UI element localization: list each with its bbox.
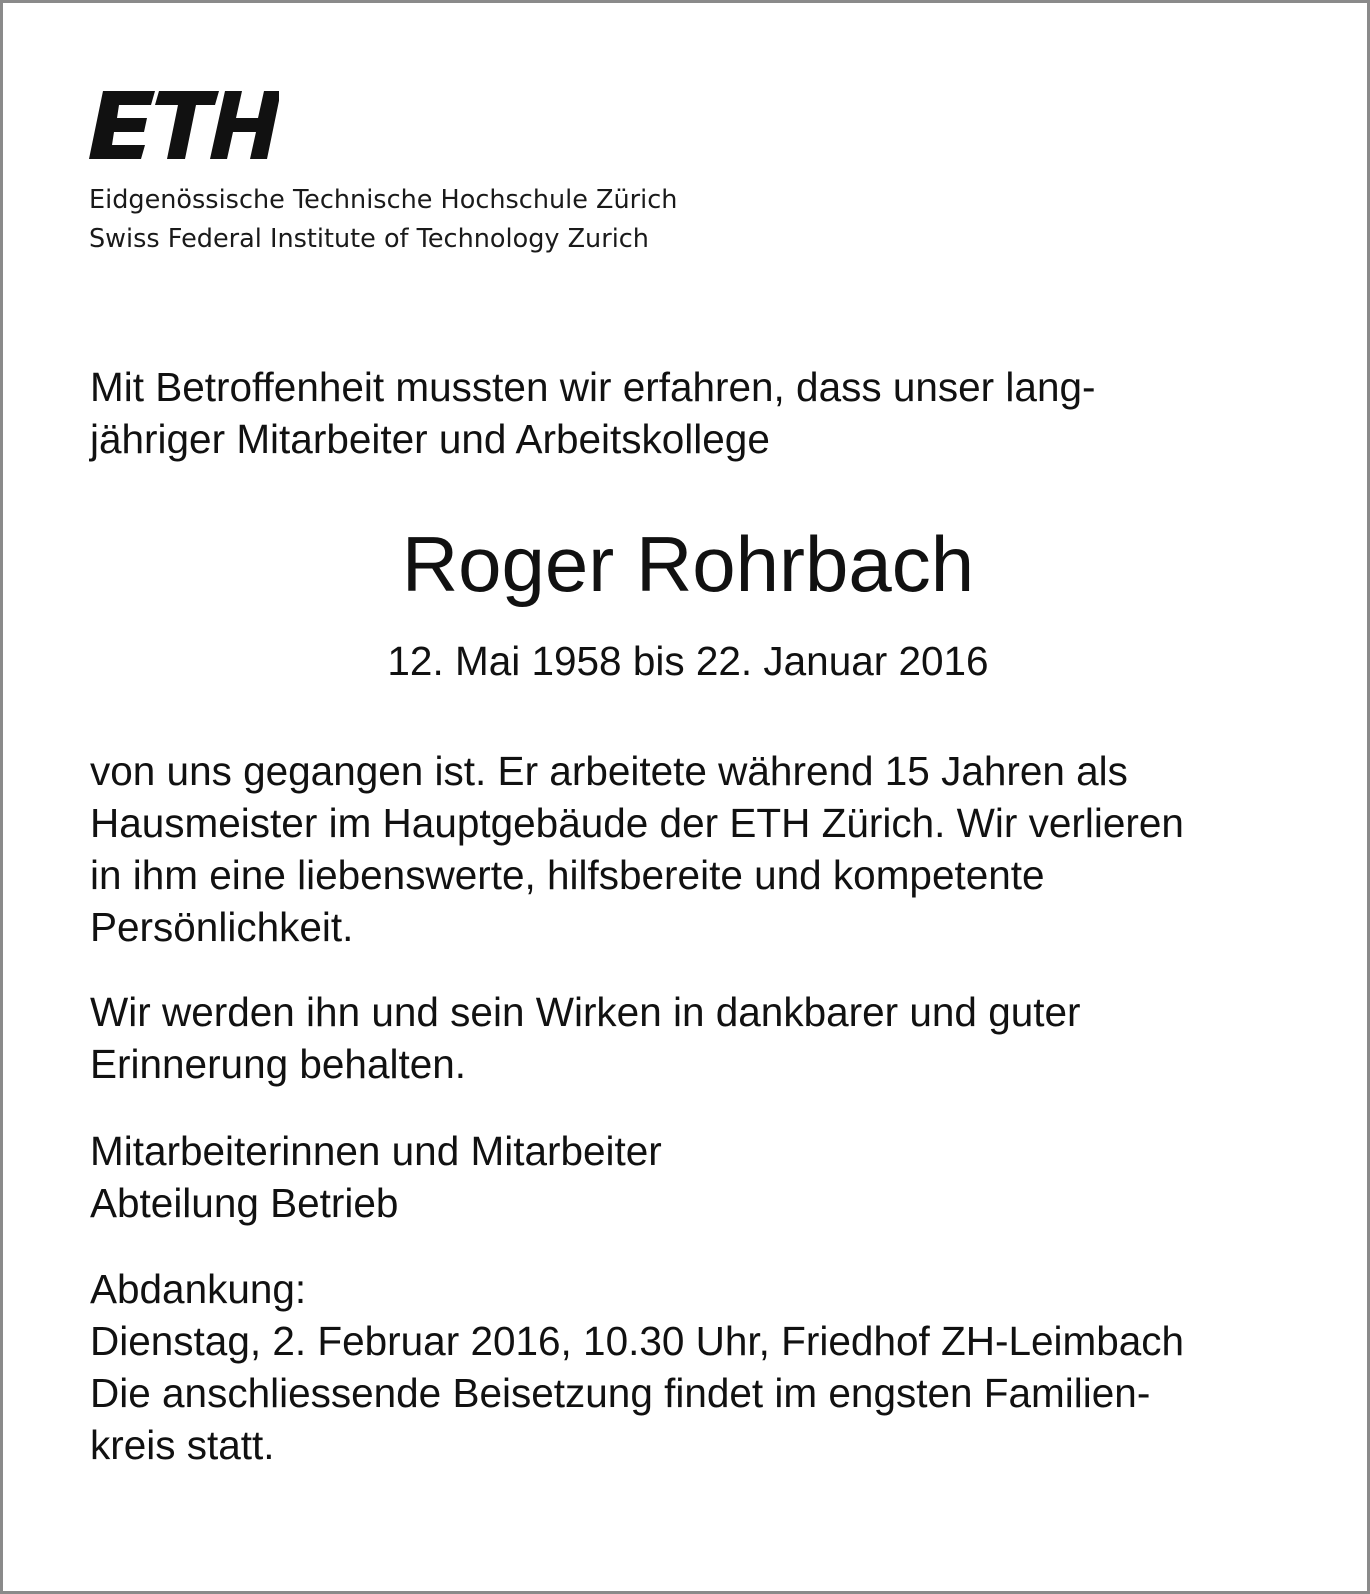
institution-name-german: Eidgenössische Technische Hochschule Zürich: [89, 185, 678, 215]
signoff-line: Abteilung Betrieb: [90, 1180, 399, 1226]
service-line: kreis statt.: [90, 1422, 275, 1468]
intro-paragraph: [90, 361, 1095, 465]
tribute-line: Persönlichkeit.: [90, 904, 354, 950]
institution-name-english: Swiss Federal Institute of Technology Zurich: [89, 224, 649, 254]
deceased-name: Roger Rohrbach: [401, 520, 975, 608]
remembrance-line: Erinnerung behalten.: [90, 1041, 467, 1087]
intro-line: Mit Betroffenheit mussten wir erfahren, dass unser lang-: [90, 364, 1096, 410]
service-heading: Abdankung:: [90, 1266, 307, 1312]
tribute-line: Hausmeister im Hauptgebäude der ETH Zürich. Wir verlieren: [90, 800, 1184, 846]
tribute-paragraph: [90, 745, 1184, 953]
remembrance-paragraph: [90, 986, 1081, 1090]
life-dates: 12. Mai 1958 bis 22. Januar 2016: [387, 638, 989, 684]
signoff: [90, 1125, 662, 1229]
service-line: Dienstag, 2. Februar 2016, 10.30 Uhr, Friedhof ZH-Leimbach: [90, 1318, 1185, 1364]
funeral-service-info: [90, 1263, 1184, 1471]
tribute-line: von uns gegangen ist. Er arbeitete während 15 Jahren als: [90, 748, 1128, 794]
intro-line: jähriger Mitarbeiter und Arbeitskollege: [90, 416, 770, 462]
institution-name: [89, 181, 677, 259]
signoff-line: Mitarbeiterinnen und Mitarbeiter: [90, 1128, 662, 1174]
eth-logo: [89, 87, 279, 163]
service-line: Die anschliessende Beisetzung findet im engsten Familien-: [90, 1370, 1151, 1416]
tribute-line: in ihm eine liebenswerte, hilfsbereite und kompetente: [90, 852, 1045, 898]
remembrance-line: Wir werden ihn und sein Wirken in dankbarer und guter: [90, 989, 1081, 1035]
